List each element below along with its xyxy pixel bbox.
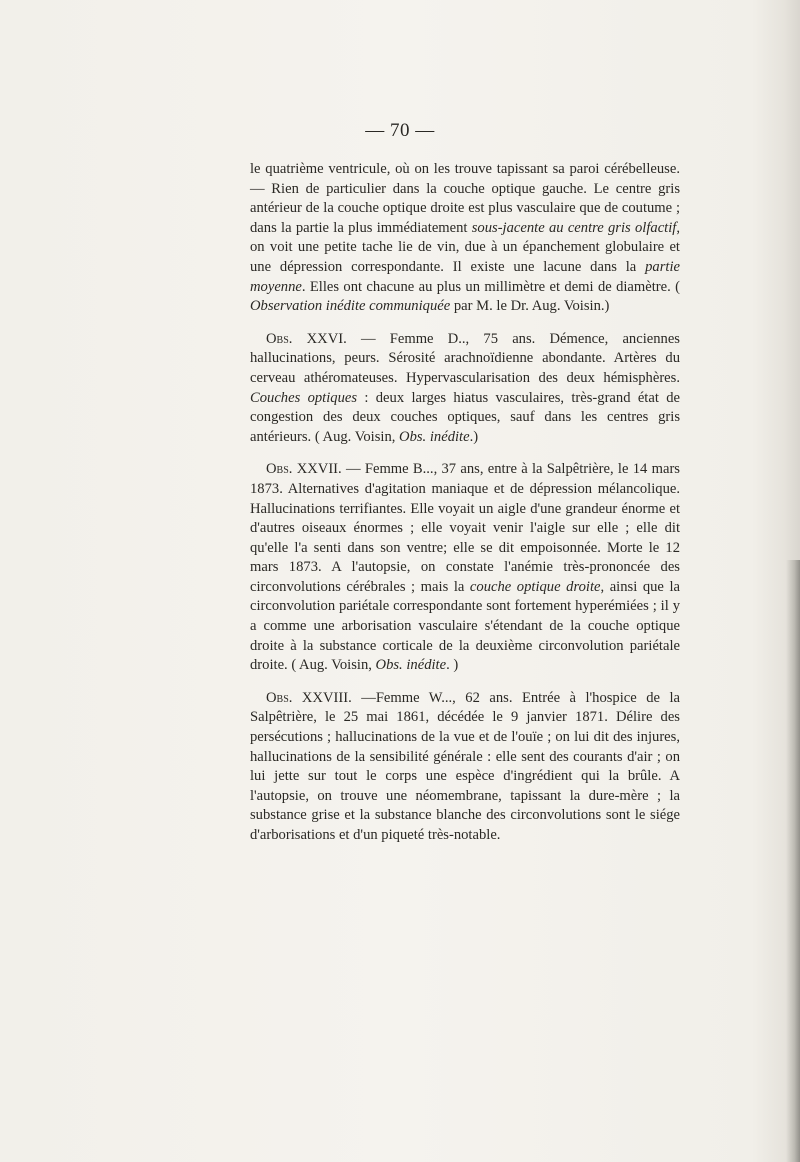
text-run: —Femme W..., 62 ans. Entrée à l'hospice de la Salpêtrière, le 25 mai 1861, décédée le 9 janvier 1871. Délire des persécutions ; hallucinations de la vue et de l'ouïe ; on lui dit des injures, hallucinations de la sensibilité générale : elle sent des courants d'air ; on lui jette sur tout le corps une espèce d'ingrédient qui la brûle. A l'autopsie, on trouve une néomembrane, tapissant la dure-mère ; la substance grise et la substance blanche des circonvolutions sont le siége d'arborisations et d'un piqueté très-notable. — [250, 689, 680, 843]
text-run: . Elles ont chacune au plus un millimètre et demi de diamètre. ( — [301, 278, 680, 295]
italic-run: sous-jacente au centre gris olfactif — [471, 219, 677, 236]
observation-label: Obs. XXVIII. — [266, 689, 352, 706]
text-run: le quatrième ventricule, où on les trouve tapissant sa paroi cérébelleuse. — Rien de particulier dans la couche optique gauche. Le centre gris antérieur de la couche optique droite est plus vasculaire que de coutume ; dans la partie la plus immédiatement — [250, 161, 680, 236]
page-edge-shadow — [786, 560, 800, 1162]
italic-run: Couches optiques — [250, 389, 358, 406]
text-run: . ) — [446, 657, 459, 674]
italic-run: partie moyenne — [250, 258, 680, 295]
text-run: , on voit une petite tache lie de vin, due à un épanchement globulaire et une dépression correspondante. Il existe une lacune dans la — [250, 219, 680, 275]
text-run: — Femme B..., 37 ans, entre à la Salpêtrière, le 14 mars 1873. Alternatives d'agitation maniaque et de dépression mélancolique. Hallucinations terrifiantes. Elle voyait un aigle d'une grandeur énorme et d'autres oiseaux énormes ; elle voyait venir l'aigle sur elle ; elle dit qu'elle l'a senti dans son ventre; elle se dit empoisonnée. Morte le 12 mars 1873. A l'autopsie, on constate l'anémie très-prononcée des circonvolutions cérébrales ; mais la — [250, 461, 680, 595]
page-number: — 70 — — [365, 120, 435, 141]
text-run: , ainsi que la circonvolution pariétale correspondante sont fortement hyperémiées ; il y a comme une arborisation vasculaire s'étendant de la couche optique droite à la substance corticale de la deuxième circonvolution pariétale droite. ( Aug. Voisin, — [250, 578, 681, 674]
observation-label: Obs. XXVI. — [266, 330, 347, 347]
text-run: — Femme D.., 75 ans. Démence, anciennes hallucinations, peurs. Sérosité arachnoïdienne abondante. Artères du cerveau athéromateuses. Hypervascularisation des deux hémisphères. — [250, 330, 680, 386]
text-run: : deux larges hiatus vasculaires, très-grand état de congestion des deux couches optiques, sauf dans les centres gris antérieurs. ( Aug. Voisin, — [250, 389, 680, 445]
italic-run: Obs. inédite — [375, 657, 447, 674]
italic-run: Obs. inédite — [399, 428, 470, 445]
observation-xxvi — [250, 330, 680, 448]
text-run: par M. le Dr. Aug. Voisin.) — [450, 298, 610, 315]
text-run: .) — [469, 428, 479, 445]
observation-xxviii — [250, 689, 680, 846]
body-text — [250, 160, 680, 859]
observation-xxvii — [250, 460, 680, 676]
italic-run: couche optique droite — [469, 578, 601, 595]
paragraph-continuation — [250, 160, 680, 317]
observation-label: Obs. XXVII. — [266, 461, 342, 478]
italic-run: Observation inédite communiquée — [250, 298, 451, 315]
